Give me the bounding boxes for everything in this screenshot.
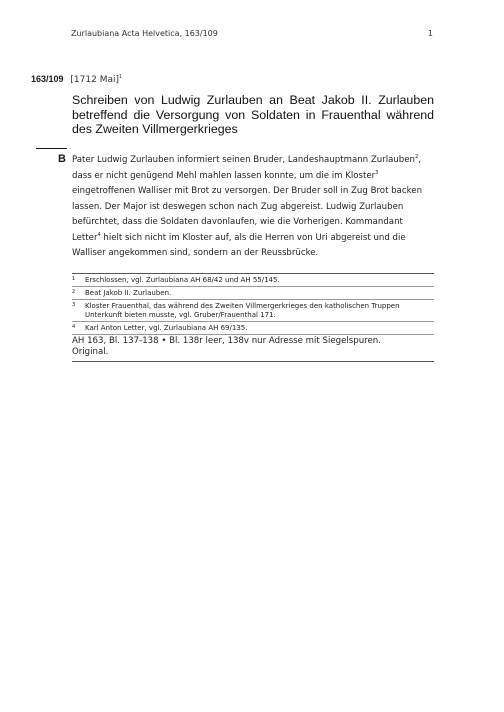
- footnote-ref: 2: [415, 154, 419, 161]
- footnote: [72, 322, 434, 335]
- regest-segment: , dass er nicht genügend Mehl mahlen lassen konnte, um die im Kloster: [72, 155, 421, 181]
- source-line: AH 163, Bl. 137-138 • Bl. 138r leer, 138v nur Adresse mit Siegelspuren.: [72, 336, 381, 346]
- source-line: Original.: [72, 347, 109, 357]
- regest-rule: [36, 148, 67, 149]
- source-info: [72, 336, 434, 362]
- footnote-number: 4: [72, 324, 76, 330]
- footnote-number: 2: [72, 289, 76, 295]
- running-title: Zurlaubiana Acta Helvetica, 163/109: [71, 29, 218, 38]
- regest-segment: hielt sich nicht im Kloster auf, als die Herren von Uri abgereist und die Walliser angekommen sind, sondern an der Reussbrücke.: [72, 232, 406, 258]
- regest-segment: eingetroffenen Walliser mit Brot zu versorgen. Der Bruder soll in Zug Brot backen lassen. Der Major ist deswegen schon nach Zug abgereist. Ludwig Zurlauben befürchtet, dass die Soldaten davonlaufen, wie die Vorherigen. Kommandant Letter: [72, 186, 423, 243]
- footnote: [72, 274, 434, 287]
- footnote-ref: 1: [119, 74, 123, 80]
- document-title: Schreiben von Ludwig Zurlauben an Beat Jakob II. Zurlauben betreffend die Versorgung von Soldaten in Frauenthal während des Zweiten Villmergerkrieges: [72, 93, 434, 136]
- footnotes: [72, 273, 434, 335]
- footnote-text: Beat Jakob II. Zurlauben.: [85, 289, 172, 297]
- footnote: [72, 300, 434, 322]
- regest-label: B: [58, 153, 66, 165]
- footnote: [72, 287, 434, 300]
- entry-date-text: [1712 Mai]: [70, 75, 119, 85]
- entry-date: [70, 75, 122, 85]
- page-header: [71, 29, 433, 38]
- footnote-number: 3: [72, 302, 76, 308]
- regest-segment: Pater Ludwig Zurlauben informiert seinen Bruder, Landeshauptmann Zurlauben: [72, 155, 415, 165]
- entry-number: 163/109: [31, 74, 64, 84]
- footnote-text: Karl Anton Letter, vgl. Zurlaubiana AH 69/135.: [85, 324, 248, 332]
- footnote-number: 1: [72, 276, 76, 282]
- entry-heading: [31, 74, 122, 85]
- regest-text: [72, 153, 434, 262]
- footnote-text: Erschlossen, vgl. Zurlaubiana AH 68/42 und AH 55/145.: [85, 276, 280, 284]
- footnote-ref: 3: [375, 169, 379, 176]
- page-number: 1: [427, 29, 433, 38]
- footnote-ref: 4: [97, 231, 101, 238]
- footnote-text: Kloster Frauenthal, das während des Zweiten Villmergerkrieges den katholischen Truppen Unterkunft bieten musste, vgl. Gruber/Frauenthal 171.: [85, 302, 400, 319]
